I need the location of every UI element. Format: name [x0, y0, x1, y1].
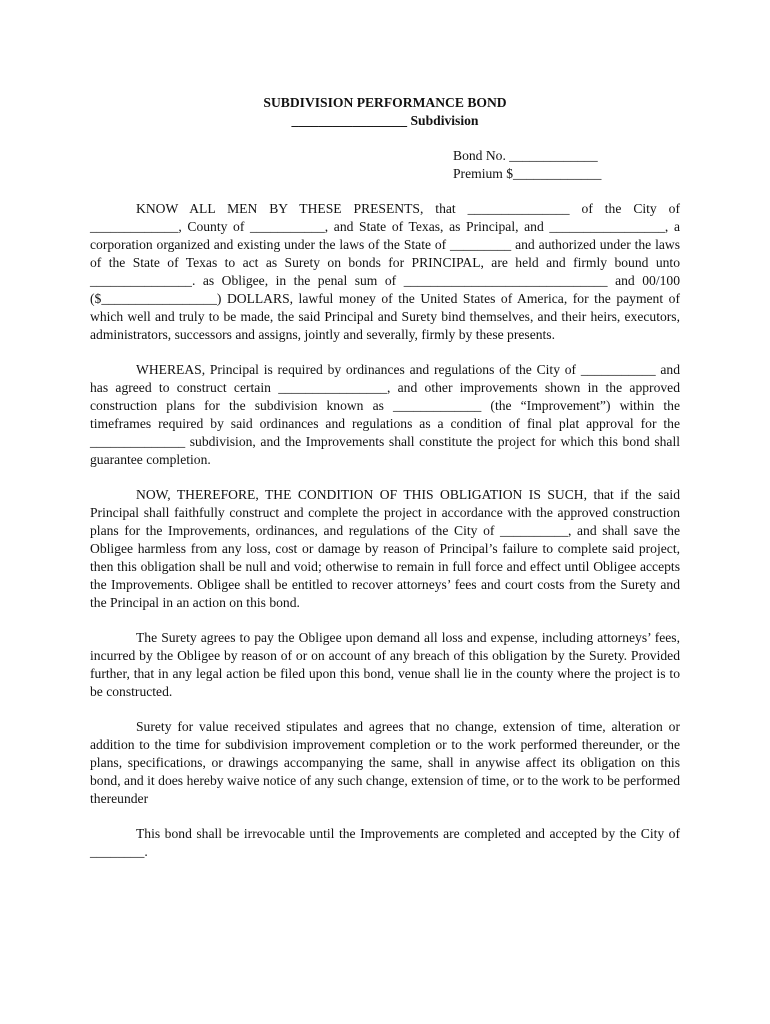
- paragraph-irrevocable: This bond shall be irrevocable until the Improvements are completed and accepted by the City of ________.: [90, 826, 680, 859]
- subdivision-name-line: _________________ Subdivision: [291, 113, 479, 128]
- paragraph-surety-stipulates: Surety for value received stipulates and agrees that no change, extension of time, alteration or addition to the time for subdivision improvement completion or to the work performed thereunder, or the plans, specifications, or drawings accompanying the same, shall in anywise affect its obligation on this bond, and it does hereby waive notice of any such change, extension of time, or to the work to be performed thereunder: [90, 719, 680, 806]
- document-body: [90, 200, 680, 878]
- title-block: [0, 94, 770, 130]
- document-title: SUBDIVISION PERFORMANCE BOND: [263, 95, 507, 110]
- bond-info: [453, 147, 601, 183]
- paragraph-know-all-men: KNOW ALL MEN BY THESE PRESENTS, that _______________ of the City of _____________, County of ___________, and State of Texas, as Principal, and _________________, a corporation organized and existing under the laws of the State of _________ and authorized under the laws of the State of Texas to act as Surety on bonds for PRINCIPAL, are held and firmly bound unto _______________. as Obligee, in the penal sum of ______________________________ and 00/100 ($_________________) DOLLARS, lawful money of the United States of America, for the payment of which well and truly to be made, the said Principal and Surety bind themselves, and their heirs, executors, administrators, successors and assigns, jointly and severally, firmly by these presents.: [90, 201, 680, 342]
- premium-line: Premium $_____________: [453, 166, 602, 181]
- paragraph-surety-agrees: The Surety agrees to pay the Obligee upon demand all loss and expense, including attorneys’ fees, incurred by the Obligee by reason of or on account of any breach of this obligation by the Surety. Provided further, that in any legal action be filed upon this bond, venue shall lie in the county where the project is to be constructed.: [90, 630, 680, 699]
- bond-number-line: Bond No. _____________: [453, 148, 598, 163]
- paragraph-whereas: WHEREAS, Principal is required by ordinances and regulations of the City of ___________ and has agreed to construct certain ________________, and other improvements shown in the approved construction plans for the subdivision known as _____________ (the “Improvement”) within the timeframes required by said ordinances and regulations as a condition of final plat approval for the ______________ subdivision, and the Improvements shall constitute the project for which this bond shall guarantee completion.: [90, 362, 680, 467]
- paragraph-now-therefore: NOW, THEREFORE, THE CONDITION OF THIS OBLIGATION IS SUCH, that if the said Principal shall faithfully construct and complete the project in accordance with the approved construction plans for the Improvements, ordinances, and regulations of the City of __________, and shall save the Obligee harmless from any loss, cost or damage by reason of Principal’s failure to complete said project, then this obligation shall be null and void; otherwise to remain in full force and effect until Obligee accepts the Improvements. Obligee shall be entitled to recover attorneys’ fees and court costs from the Surety and the Principal in an action on this bond.: [90, 487, 680, 610]
